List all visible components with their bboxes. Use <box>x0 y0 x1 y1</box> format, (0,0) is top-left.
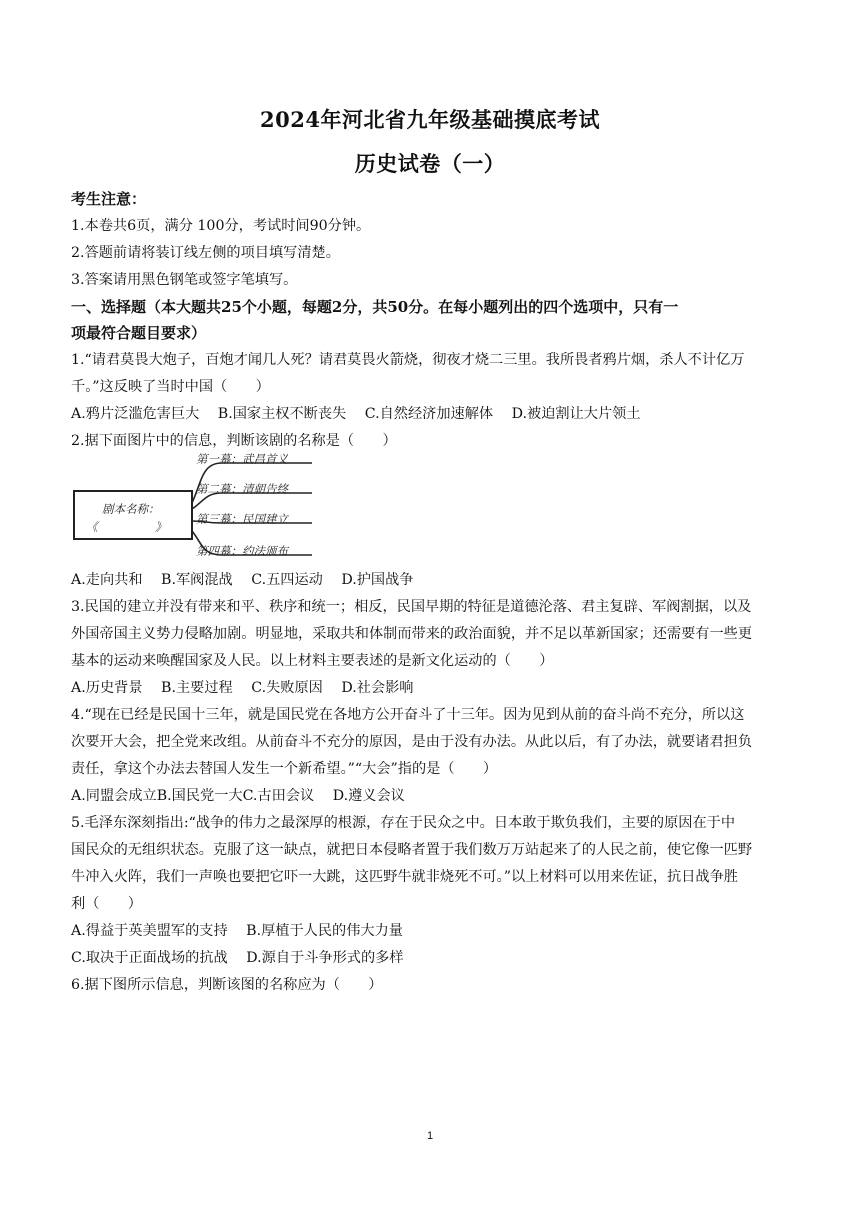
q3-options <box>71 678 801 698</box>
q4-stem-cont: 次要开大会，把全党来改组。从前奋斗不充分的原因，是由于没有办法。从此以后，有了办法，就要诸君担负 <box>71 734 753 750</box>
exam-subtitle: 历史试卷（一） <box>354 151 506 176</box>
act-3-label: 第三幕：民国建立 <box>196 512 288 526</box>
q1-stem: 1.“请君莫畏大炮子，百炮才闻几人死？请君莫畏火箭烧，彻夜才烧二三里。我所畏者鸦片烟，杀人不计亿万 <box>71 352 745 368</box>
q3-stem: 3.民国的建立并没有带来和平、秩序和统一；相反，民国早期的特征是道德沦落、君主复辟、军阀割据，以及 <box>71 599 752 615</box>
q2-option-c[interactable]: C.五四运动 <box>251 572 323 588</box>
q4-stem: 4.“现在已经是民国十三年，就是国民党在各地方公开奋斗了十三年。因为见到从前的奋斗尚不充分，所以这 <box>71 707 745 723</box>
notice-heading: 考生注意： <box>71 190 147 208</box>
q3-option-c[interactable]: C.失败原因 <box>251 680 323 696</box>
q6-stem: 6.据下图所示信息，判断该图的名称应为（ ） <box>71 977 383 993</box>
act-1-label: 第一幕：武昌首义 <box>196 452 288 466</box>
act-2-label: 第二幕：清朝告终 <box>196 482 288 496</box>
q1-option-c[interactable]: C.自然经济加速解体 <box>364 406 494 422</box>
q4-option-abc[interactable]: A.同盟会成立B.国民党一大C.古田会议 <box>71 788 315 804</box>
q4-option-d[interactable]: D.遵义会议 <box>332 788 405 804</box>
q5-stem: 5.毛泽东深刻指出:“战争的伟力之最深厚的根源，存在于民众之中。日本敢于欺负我们，主要的原因在于中 <box>71 815 736 831</box>
q2-option-b[interactable]: B.军阀混战 <box>161 572 233 588</box>
q1-option-b[interactable]: B.国家主权不断丧失 <box>217 406 347 422</box>
exam-title: 2024年河北省九年级基础摸底考试 <box>260 107 600 132</box>
q1-option-d[interactable]: D.被迫割让大片领土 <box>511 406 641 422</box>
q3-option-d[interactable]: D.社会影响 <box>341 680 414 696</box>
q5-option-d[interactable]: D.源自于斗争形式的多样 <box>246 950 404 966</box>
q5-options-row2 <box>71 948 801 968</box>
section-heading: 一、选择题（本大题共25个小题，每题2分，共50分。在每小题列出的四个选项中，只有一 <box>71 298 679 316</box>
q2-option-d[interactable]: D.护国战争 <box>341 572 414 588</box>
q5-option-b[interactable]: B.厚植于人民的伟大力量 <box>246 923 403 939</box>
q1-stem-cont: 千。”这反映了当时中国（ ） <box>71 379 270 395</box>
q1-option-a[interactable]: A.鸦片泛滥危害巨大 <box>71 406 200 422</box>
q2-option-a[interactable]: A.走向共和 <box>71 572 143 588</box>
q3-stem-cont: 基本的运动来唤醒国家及人民。以上材料主要表述的是新文化运动的（ ） <box>71 653 554 669</box>
q3-stem-cont: 外国帝国主义势力侵略加剧。明显地，采取共和体制而带来的政治面貌，并不足以革新国家；还需要有一些更 <box>71 626 753 642</box>
notice-item: 1.本卷共6页，满分 100分，考试时间90分钟。 <box>71 218 371 234</box>
q3-option-a[interactable]: A.历史背景 <box>71 680 143 696</box>
notice-item: 3.答案请用黑色钢笔或签字笔填写。 <box>71 272 298 288</box>
q3-option-b[interactable]: B.主要过程 <box>161 680 233 696</box>
q4-stem-cont: 责任，拿这个办法去替国人发生一个新希望。”“大会”指的是（ ） <box>71 761 498 777</box>
act-4-label: 第四幕：约法颁布 <box>196 544 288 558</box>
q5-option-a[interactable]: A.得益于英美盟军的支持 <box>71 923 228 939</box>
page-number: 1 <box>426 1130 434 1142</box>
play-title-label: 剧本名称： <box>102 502 160 516</box>
q5-stem-cont: 国民众的无组织状态。克服了这一缺点，就把日本侵略者置于我们数万万站起来了的人民之前，使它像一匹野 <box>71 842 753 858</box>
notice-item: 2.答题前请将装订线左侧的项目填写清楚。 <box>71 245 340 261</box>
play-title-blank: 《 》 <box>86 520 167 534</box>
q5-stem-cont: 利（ ） <box>71 896 142 912</box>
q5-stem-cont: 牛冲入火阵，我们一声唤也要把它吓一大跳，这匹野牛就非烧死不可。”以上材料可以用来佐证，抗日战争胜 <box>71 869 738 885</box>
q2-stem: 2.据下面图片中的信息，判断该剧的名称是（ ） <box>71 433 397 449</box>
q1-options <box>71 404 801 424</box>
q5-options-row1 <box>71 921 801 941</box>
section-heading-cont: 项最符合题目要求） <box>71 324 207 342</box>
q4-options <box>71 786 801 806</box>
q2-options <box>71 570 801 590</box>
q2-play-diagram <box>72 451 322 565</box>
q5-option-c[interactable]: C.取决于正面战场的抗战 <box>71 950 228 966</box>
